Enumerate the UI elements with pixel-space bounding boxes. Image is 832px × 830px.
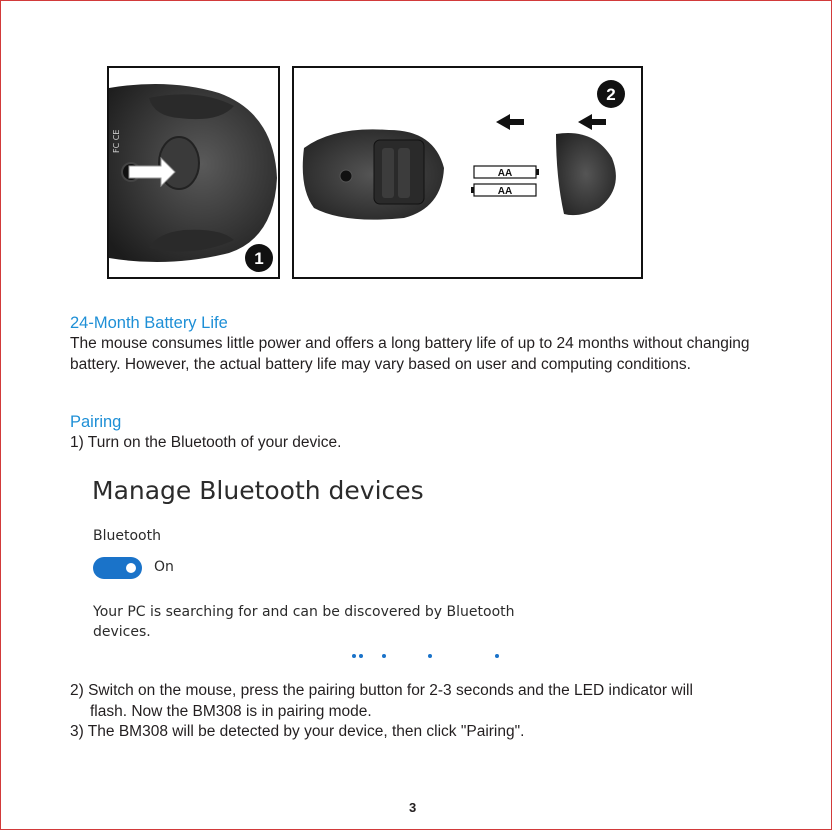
battery-life-text: The mouse consumes little power and offers a long battery life of up to 24 months without changing battery. However, the actual battery life may vary based on user and computing conditions. bbox=[70, 335, 750, 373]
step-2-badge bbox=[595, 78, 627, 110]
figure-battery-install bbox=[292, 66, 643, 279]
pairing-step-2 bbox=[70, 681, 800, 722]
toggle-knob bbox=[126, 563, 136, 573]
figure-mouse-battery-door bbox=[107, 66, 280, 279]
svg-text:2: 2 bbox=[606, 85, 616, 104]
pairing-step-3: 3) The BM308 will be detected by your device, then click "Pairing". bbox=[70, 723, 525, 740]
bluetooth-search-status: Your PC is searching for and can be discovered by Bluetooth devices. bbox=[93, 604, 515, 640]
svg-text:AA: AA bbox=[497, 186, 513, 197]
svg-text:AA: AA bbox=[497, 168, 513, 179]
pairing-heading: Pairing bbox=[70, 413, 122, 431]
pairing-step-2-line-2: flash. Now the BM308 is in pairing mode. bbox=[90, 702, 372, 720]
progress-dot bbox=[352, 654, 356, 658]
pairing-step-1: 1) Turn on the Bluetooth of your device. bbox=[70, 434, 342, 451]
svg-text:FC CE: FC CE bbox=[112, 129, 121, 153]
svg-text:1: 1 bbox=[254, 249, 264, 268]
bluetooth-settings-screenshot bbox=[92, 470, 652, 670]
bluetooth-label: Bluetooth bbox=[93, 528, 161, 544]
progress-dot bbox=[382, 654, 386, 658]
step-1-badge bbox=[243, 242, 275, 274]
progress-dot bbox=[428, 654, 432, 658]
battery-life-heading: 24-Month Battery Life bbox=[70, 314, 228, 332]
bluetooth-settings-title: Manage Bluetooth devices bbox=[92, 476, 424, 505]
bluetooth-toggle[interactable] bbox=[93, 557, 142, 579]
progress-dot bbox=[495, 654, 499, 658]
bluetooth-toggle-state: On bbox=[154, 559, 174, 575]
pairing-step-2-line-1: 2) Switch on the mouse, press the pairing button for 2-3 seconds and the LED indicator will bbox=[70, 682, 693, 699]
page-number: 3 bbox=[409, 800, 417, 815]
progress-dot bbox=[359, 654, 363, 658]
battery-install-illustration bbox=[294, 68, 641, 277]
